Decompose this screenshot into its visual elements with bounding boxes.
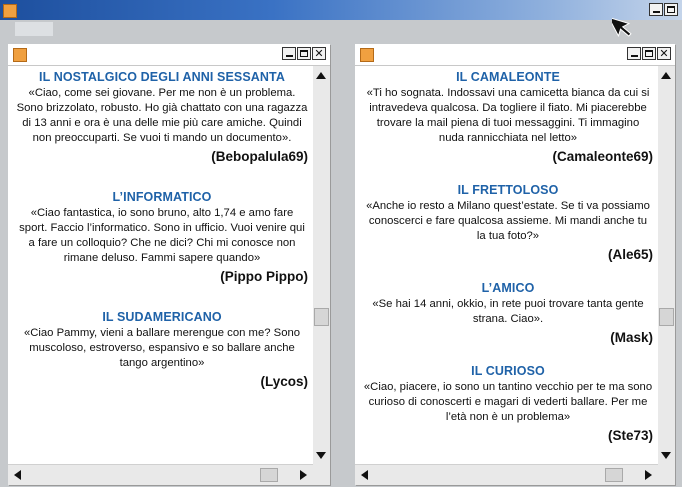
message-item xyxy=(359,183,657,263)
scrollbar-corner xyxy=(313,465,330,485)
close-icon: ✕ xyxy=(659,47,669,60)
message-list xyxy=(359,66,657,464)
scroll-thumb[interactable] xyxy=(659,308,674,326)
message-body: «Ciao Pammy, vieni a ballare merengue con me? Sono muscoloso, estroverso, espansivo e so ballare anche tango argentino» xyxy=(23,327,301,369)
message-body: «Ciao, piacere, io sono un tantino vecchio per te ma sono curioso di conoscerti e magari di vederti ballare. Per me l’età non è un problema» xyxy=(363,381,653,423)
message-body: «Ciao, come sei giovane. Per me non è un problema. Sono brizzolato, robusto. Ho già chattato con una ragazza di 13 anni e ora è una delle mie più care amiche. Quindi non preoccuparti. Se vuoi ti mando un documento». xyxy=(16,87,308,144)
app-titlebar[interactable] xyxy=(0,0,682,20)
scroll-left-icon[interactable] xyxy=(361,470,368,480)
scroll-thumb[interactable] xyxy=(605,468,623,482)
app-window-controls xyxy=(649,3,678,16)
message-item xyxy=(359,364,657,444)
tab-strip xyxy=(15,22,53,36)
app-window-icon[interactable] xyxy=(3,4,17,18)
scroll-down-icon[interactable] xyxy=(316,452,326,459)
message-title: IL CAMALEONTE xyxy=(456,70,560,84)
horizontal-scrollbar[interactable] xyxy=(355,464,658,485)
message-title: IL NOSTALGICO DEGLI ANNI SESSANTA xyxy=(39,70,285,84)
minimize-icon xyxy=(631,55,638,57)
message-item xyxy=(359,70,657,165)
window-titlebar[interactable] xyxy=(8,44,330,66)
window-icon[interactable] xyxy=(360,48,374,62)
message-body: «Ciao fantastica, io sono bruno, alto 1,74 e amo fare sport. Faccio l’informatico. Sono in ufficio. Vuoi venire qui a fare un colloquio? Che ne dici? Chi mi conosce non rimane deluso. Fammi sapere quando» xyxy=(19,207,305,264)
minimize-button[interactable] xyxy=(627,47,641,60)
message-body: «Se hai 14 anni, okkio, in rete puoi trovare tanta gente strana. Ciao». xyxy=(372,298,644,325)
close-button[interactable] xyxy=(657,47,671,60)
scroll-up-icon[interactable] xyxy=(661,72,671,79)
message-author: (Pippo Pippo) xyxy=(220,269,308,284)
maximize-button[interactable] xyxy=(297,47,311,60)
scroll-right-icon[interactable] xyxy=(645,470,652,480)
message-item xyxy=(12,70,312,165)
message-title: IL SUDAMERICANO xyxy=(102,310,222,324)
scroll-left-icon[interactable] xyxy=(14,470,21,480)
horizontal-scrollbar[interactable] xyxy=(8,464,313,485)
maximize-icon xyxy=(667,6,675,13)
window-controls xyxy=(627,47,671,60)
message-list xyxy=(12,66,312,464)
vertical-scrollbar[interactable] xyxy=(313,66,330,465)
scroll-thumb[interactable] xyxy=(260,468,278,482)
chat-window-right[interactable] xyxy=(355,44,675,485)
scroll-thumb[interactable] xyxy=(314,308,329,326)
scrollbar-corner xyxy=(658,465,675,485)
close-button[interactable] xyxy=(312,47,326,60)
minimize-icon xyxy=(286,55,293,57)
message-title: IL FRETTOLOSO xyxy=(457,183,559,197)
message-author: (Ale65) xyxy=(607,247,653,262)
window-controls xyxy=(282,47,326,60)
scroll-up-icon[interactable] xyxy=(316,72,326,79)
minimize-icon xyxy=(653,11,660,13)
mouse-cursor-icon xyxy=(612,10,636,40)
close-icon: ✕ xyxy=(314,47,324,60)
window-titlebar[interactable] xyxy=(355,44,675,66)
message-item xyxy=(359,281,657,346)
message-author: (Lycos) xyxy=(260,374,308,389)
app-minimize-button[interactable] xyxy=(649,3,663,16)
message-title: L’INFORMATICO xyxy=(112,190,212,204)
scroll-down-icon[interactable] xyxy=(661,452,671,459)
scroll-right-icon[interactable] xyxy=(300,470,307,480)
message-body: «Ti ho sognata. Indossavi una camicetta bianca da cui si intravedeva qualcosa. Da togliere il fiato. Mi piacerebbe trovare la mail piena di tuoi messaggini. Ti immagino nuda rannicchiata nel letto» xyxy=(366,87,650,144)
maximize-icon xyxy=(645,50,653,57)
chat-window-left[interactable] xyxy=(8,44,330,485)
message-body: «Anche io resto a Milano quest’estate. Se ti va possiamo conoscerci e fare qualcosa assieme. Mi mandi anche tu la tua foto?» xyxy=(366,200,650,242)
message-item xyxy=(12,190,312,285)
message-author: (Bebopalula69) xyxy=(211,149,308,164)
maximize-button[interactable] xyxy=(642,47,656,60)
message-author: (Mask) xyxy=(610,330,653,345)
vertical-scrollbar[interactable] xyxy=(658,66,675,465)
message-item xyxy=(12,310,312,390)
message-author: (Ste73) xyxy=(607,428,653,443)
window-icon[interactable] xyxy=(13,48,27,62)
message-title: L’AMICO xyxy=(481,281,535,295)
maximize-icon xyxy=(300,50,308,57)
message-title: IL CURIOSO xyxy=(471,364,545,378)
minimize-button[interactable] xyxy=(282,47,296,60)
message-author: (Camaleonte69) xyxy=(552,149,653,164)
app-maximize-button[interactable] xyxy=(664,3,678,16)
